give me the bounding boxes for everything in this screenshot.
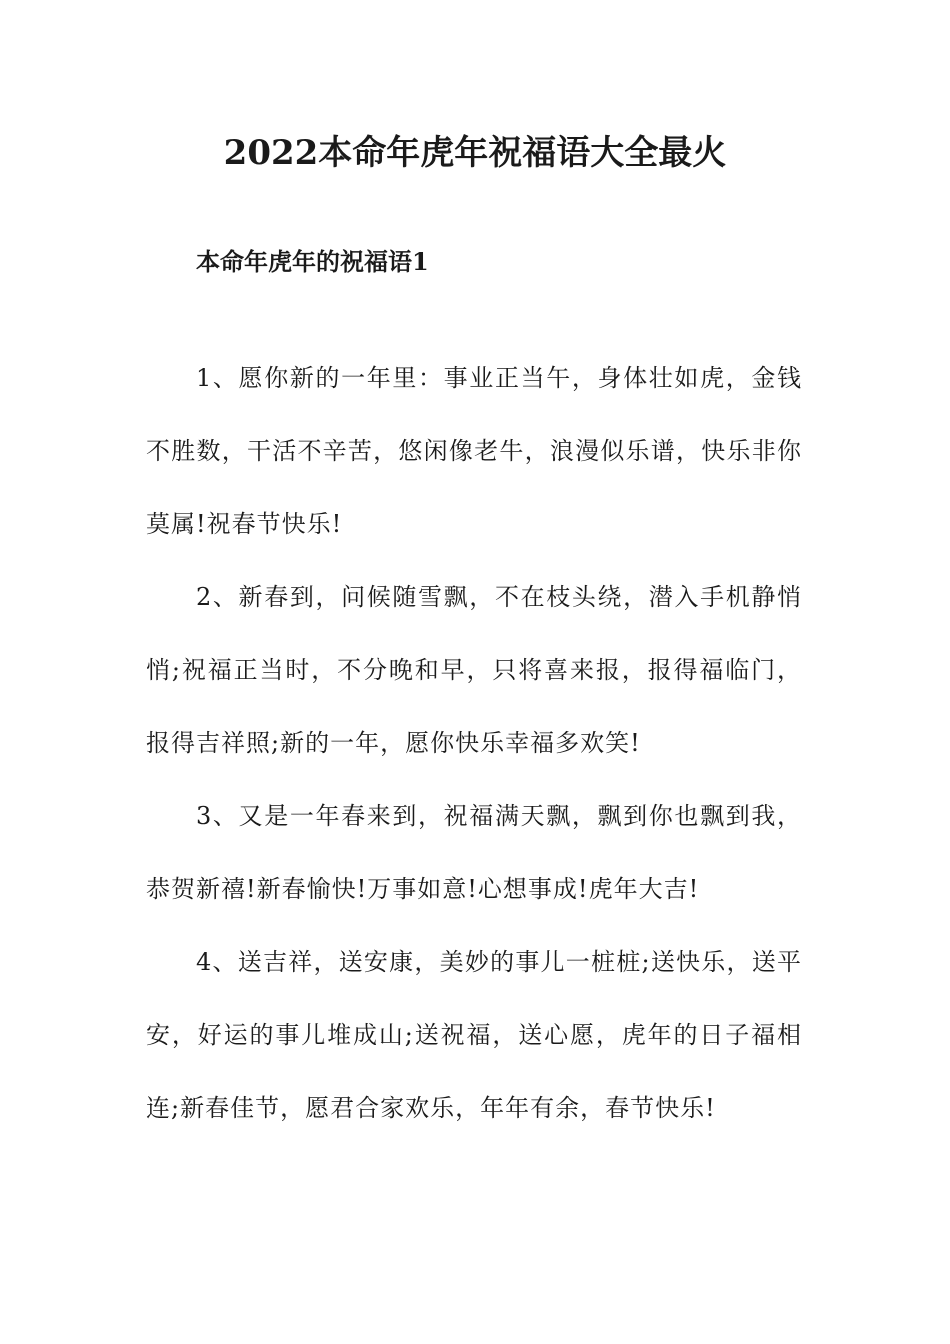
- paragraph-3: 3、又是一年春来到，祝福满天飘，飘到你也飘到我，恭贺新禧!新春愉快!万事如意!心想事成!虎年大吉!: [146, 802, 802, 903]
- document-body: [146, 342, 802, 1145]
- paragraph-1: 1、愿你新的一年里：事业正当午，身体壮如虎，金钱不胜数，干活不辛苦，悠闲像老牛，浪漫似乐谱，快乐非你莫属!祝春节快乐!: [146, 364, 802, 538]
- section-heading: 本命年虎年的祝福语1: [196, 247, 429, 276]
- paragraph-4: 4、送吉祥，送安康，美妙的事儿一桩桩;送快乐，送平安，好运的事儿堆成山;送祝福，送心愿，虎年的日子福相连;新春佳节，愿君合家欢乐，年年有余，春节快乐!: [146, 948, 802, 1122]
- paragraph-2: 2、新春到，问候随雪飘，不在枝头绕，潜入手机静悄悄;祝福正当时，不分晚和早，只将喜来报，报得福临门，报得吉祥照;新的一年，愿你快乐幸福多欢笑!: [146, 583, 802, 757]
- document-title: 2022本命年虎年祝福语大全最火: [223, 133, 727, 173]
